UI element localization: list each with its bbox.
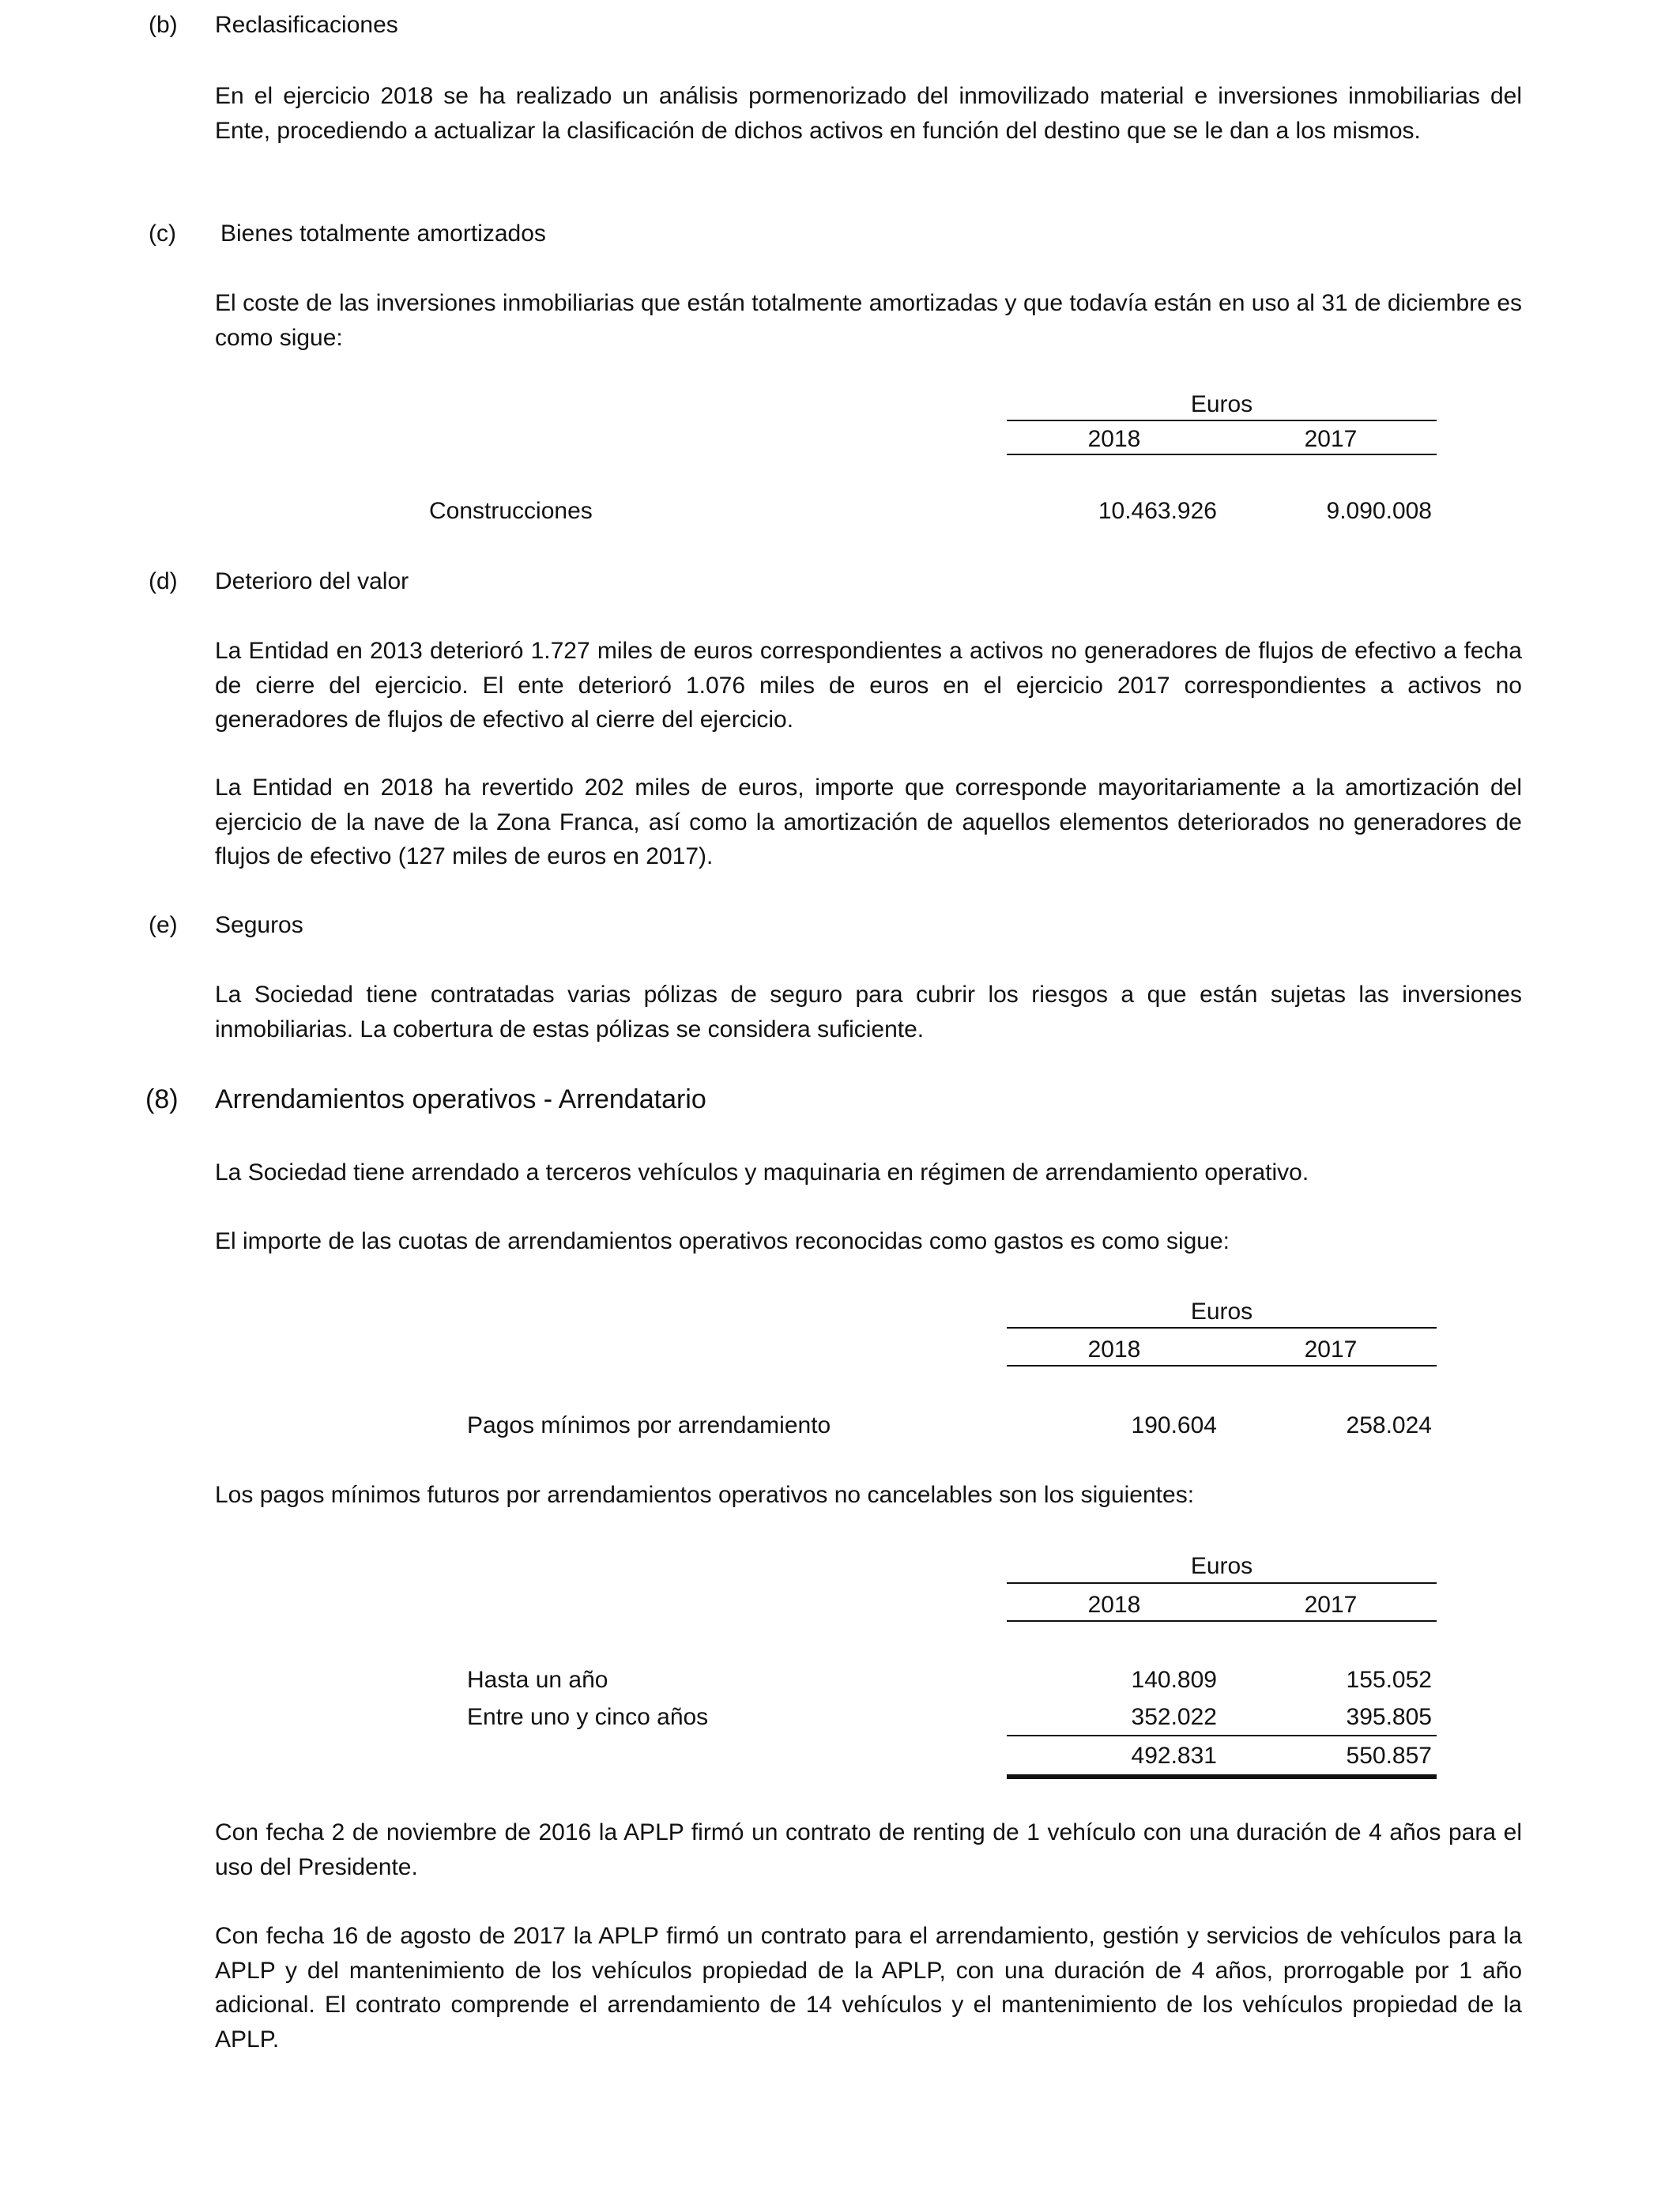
section-c-title: Bienes totalmente amortizados (220, 221, 546, 247)
table-header-rule (1007, 1582, 1437, 1584)
table-cell-2017: 395.805 (1346, 1704, 1432, 1730)
section-b-title: Reclasificaciones (215, 12, 398, 38)
table-subheader-rule (1007, 454, 1437, 455)
table-cell-2018: 140.809 (1131, 1667, 1217, 1693)
table-cell-2017: 9.090.008 (1326, 498, 1432, 524)
table-cell-2018: 10.463.926 (1098, 498, 1217, 524)
table-year-2017: 2017 (1304, 1592, 1358, 1618)
table-header-rule (1007, 420, 1437, 421)
table-year-2017: 2017 (1304, 426, 1358, 452)
table-total-double-rule (1007, 1774, 1437, 1779)
table-year-2017: 2017 (1304, 1336, 1358, 1363)
section-8-paragraph-5: Con fecha 16 de agosto de 2017 la APLP firmó un contrato para el arrendamiento, gestión y servicios de vehículos para la APLP y del mantenimiento de los vehículos propiedad de la APLP, con una duración de 4 años, prorrogable por 1 año adicional. El contrato comprende el arrendamiento de 14 vehículos y el mantenimiento de los vehículos propiedad de la APLP. (215, 1923, 1522, 2053)
table-cell-2018: 352.022 (1131, 1704, 1217, 1730)
table-total-2018: 492.831 (1131, 1743, 1217, 1769)
section-e-title: Seguros (215, 912, 303, 938)
table-cell-2018: 190.604 (1131, 1412, 1217, 1438)
section-d-title: Deterioro del valor (215, 568, 409, 594)
table-total-rule (1007, 1735, 1437, 1736)
section-c-paragraph: El coste de las inversiones inmobiliarias que están totalmente amortizadas y que todavía están en uso al 31 de diciembre es como sigue: (215, 290, 1522, 351)
table-subheader-rule (1007, 1620, 1437, 1622)
section-b-paragraph: En el ejercicio 2018 se ha realizado un análisis pormenorizado del inmovilizado material e inversiones inmobiliarias del Ente, procediendo a actualizar la clasificación de dichos activos en función del destino que se le dan a los mismos. (215, 83, 1522, 144)
section-e-paragraph: La Sociedad tiene contratadas varias pólizas de seguro para cubrir los riesgos a que están sujetas las inversiones inmobiliarias. La cobertura de estas pólizas se considera suficiente. (215, 982, 1522, 1042)
table-currency-header: Euros (1190, 391, 1253, 417)
table-row-label: Entre uno y cinco años (467, 1704, 709, 1730)
table-row-label: Pagos mínimos por arrendamiento (467, 1412, 831, 1438)
table-year-2018: 2018 (1087, 426, 1141, 452)
table-currency-header: Euros (1190, 1553, 1253, 1579)
table-year-2018: 2018 (1087, 1592, 1141, 1618)
section-8-number: (8) (145, 1084, 179, 1114)
section-c-letter: (c) (149, 221, 176, 247)
table-year-2018: 2018 (1087, 1336, 1141, 1363)
table-row-label: Construcciones (429, 498, 593, 524)
table-header-rule (1007, 1327, 1437, 1329)
table-cell-2017: 155.052 (1346, 1667, 1432, 1693)
section-d-paragraph-1: La Entidad en 2013 deterioró 1.727 miles de euros correspondientes a activos no generadores de flujos de efectivo a fecha de cierre del ejercicio. El ente deterioró 1.076 miles de euros en el ejercicio 2017 correspondientes a activos no generadores de flujos de efectivo al cierre del ejercicio. (215, 638, 1522, 733)
table-currency-header: Euros (1190, 1299, 1253, 1325)
section-e-letter: (e) (149, 912, 178, 938)
section-8-paragraph-2: El importe de las cuotas de arrendamientos operativos reconocidas como gastos es como sigue: (215, 1228, 1230, 1254)
section-8-paragraph-3: Los pagos mínimos futuros por arrendamientos operativos no cancelables son los siguientes: (215, 1482, 1195, 1508)
section-d-letter: (d) (149, 568, 178, 594)
table-total-2017: 550.857 (1346, 1743, 1432, 1769)
table-subheader-rule (1007, 1365, 1437, 1367)
section-8-title: Arrendamientos operativos - Arrendatario (215, 1084, 706, 1114)
section-b-letter: (b) (149, 12, 178, 38)
table-row-label: Hasta un año (467, 1667, 608, 1693)
section-8-paragraph-4: Con fecha 2 de noviembre de 2016 la APLP firmó un contrato de renting de 1 vehículo con una duración de 4 años para el uso del Presidente. (215, 1819, 1522, 1880)
table-cell-2017: 258.024 (1346, 1412, 1432, 1438)
section-8-paragraph-1: La Sociedad tiene arrendado a terceros vehículos y maquinaria en régimen de arrendamiento operativo. (215, 1159, 1309, 1186)
section-d-paragraph-2: La Entidad en 2018 ha revertido 202 miles de euros, importe que corresponde mayoritariamente a la amortización del ejercicio de la nave de la Zona Franca, así como la amortización de aquellos elementos deteriorados no generadores de flujos de efectivo (127 miles de euros en 2017). (215, 775, 1522, 869)
